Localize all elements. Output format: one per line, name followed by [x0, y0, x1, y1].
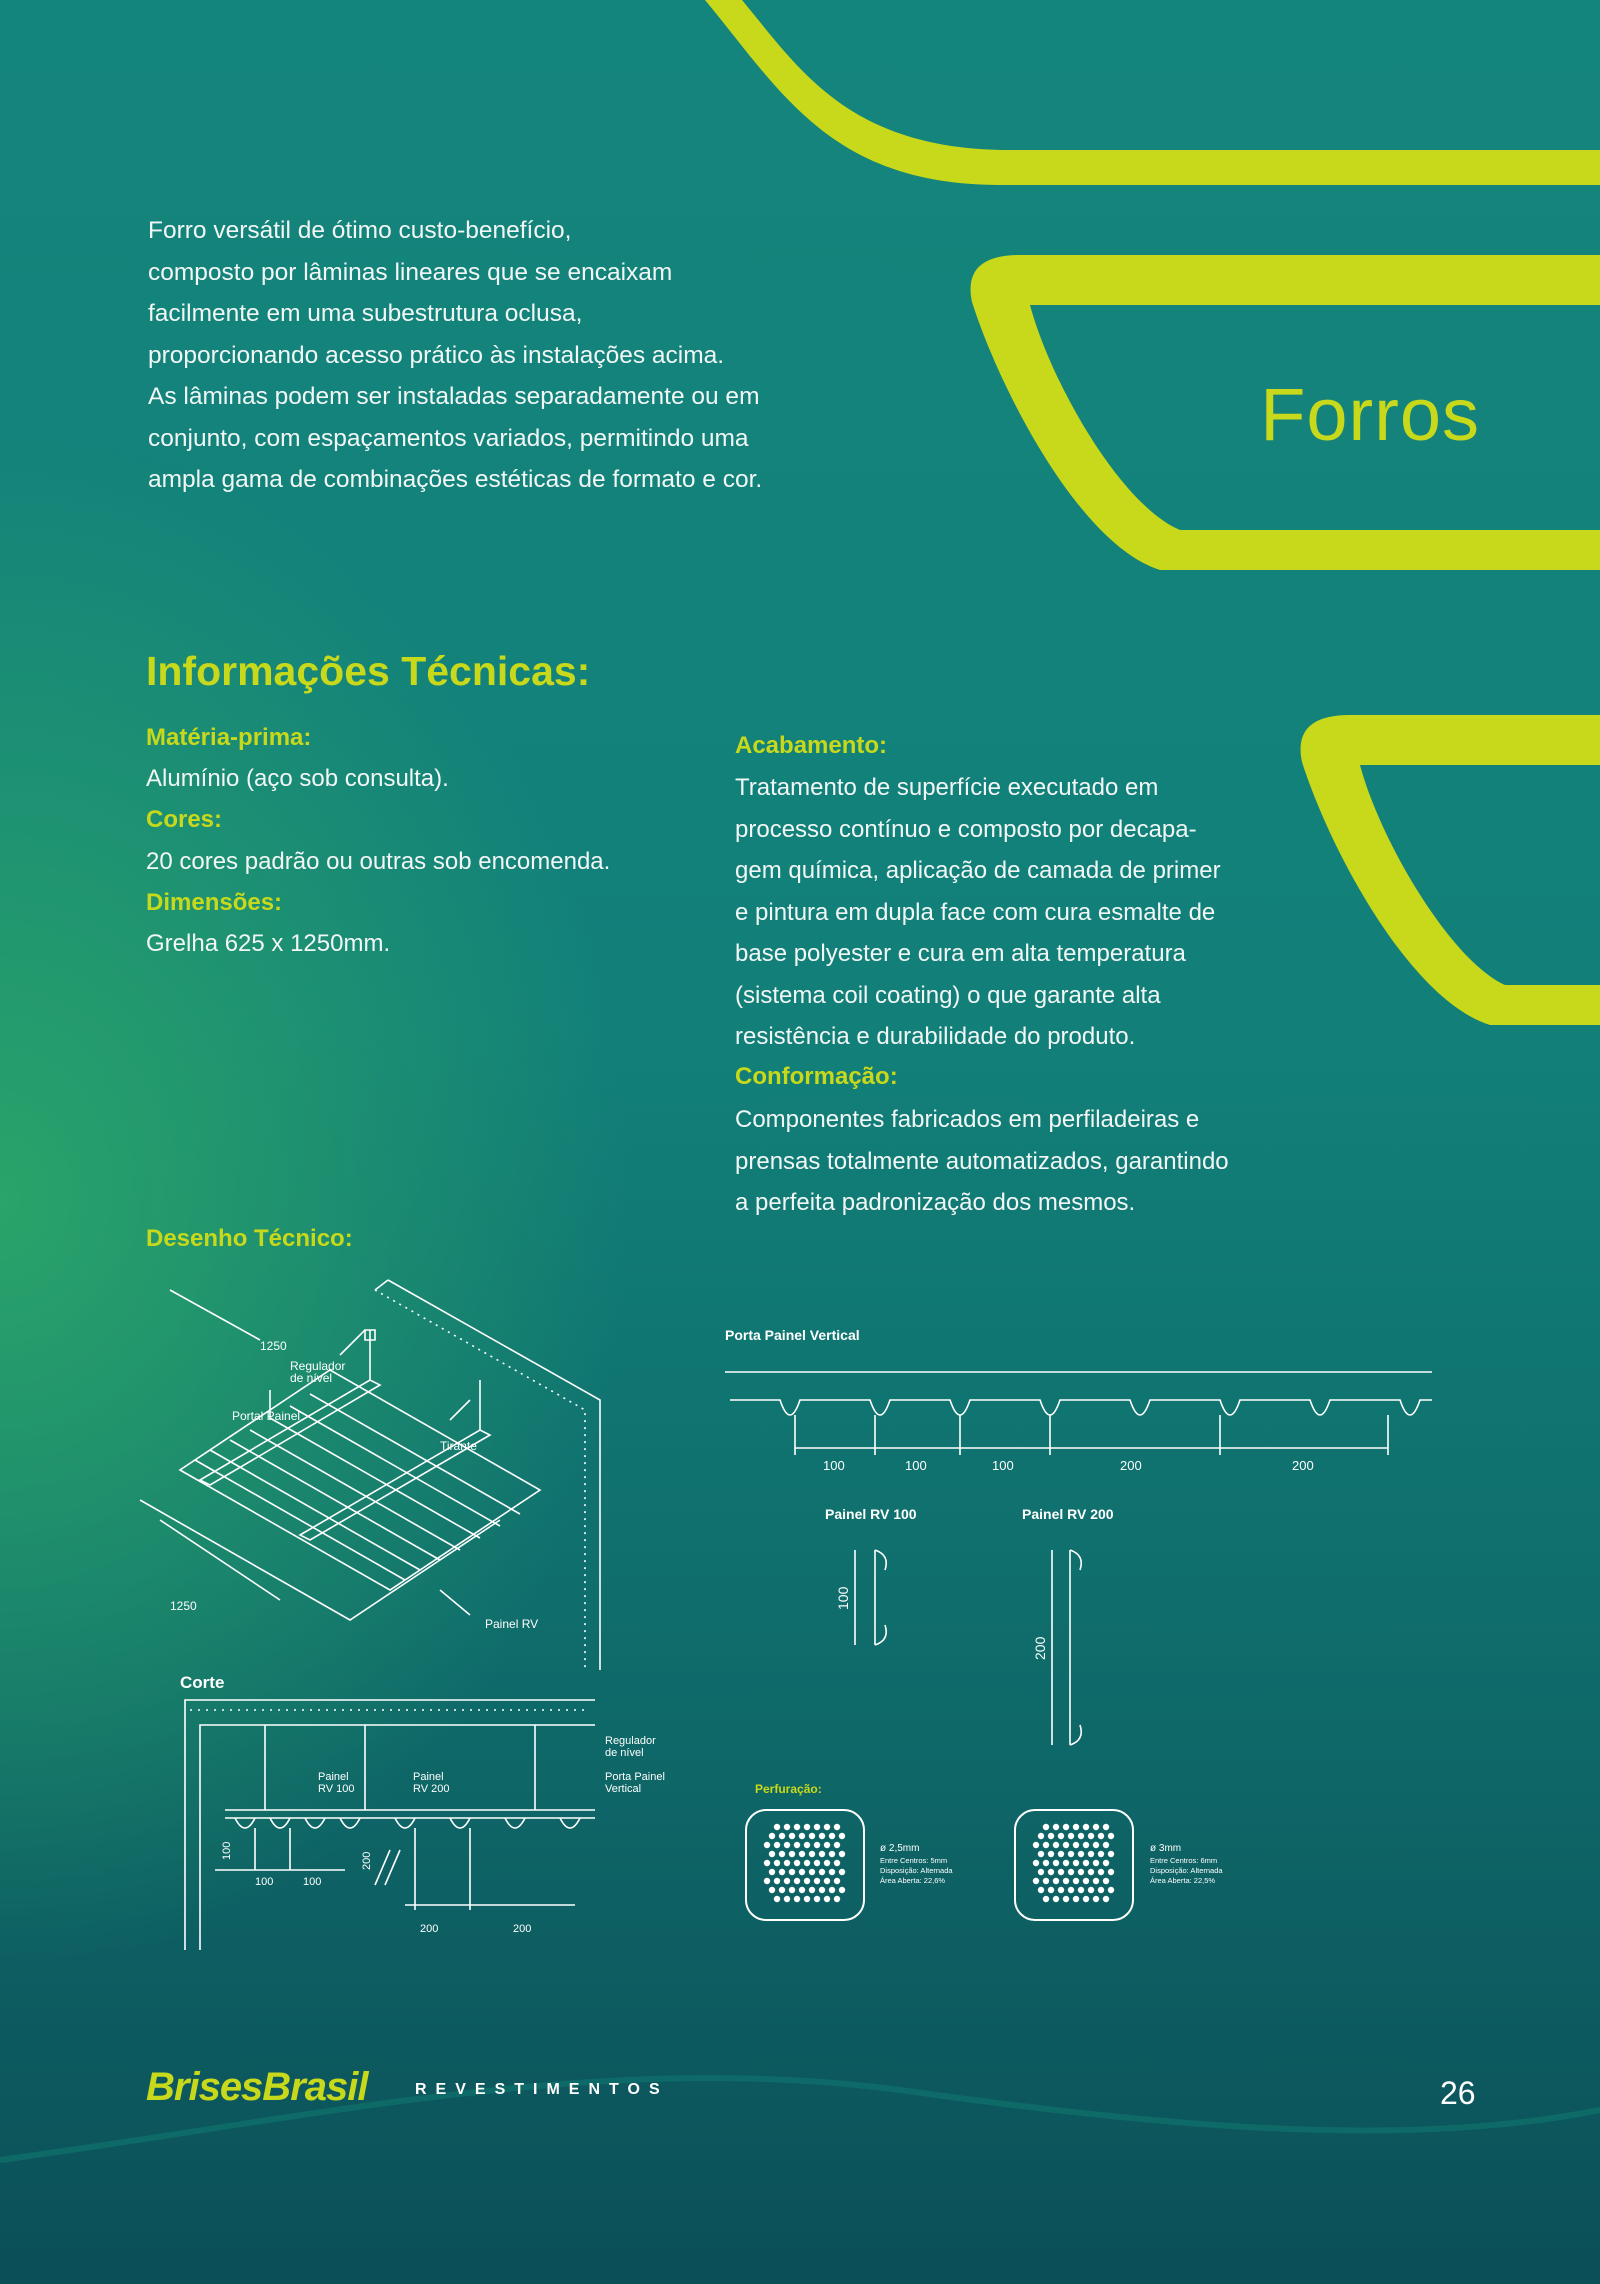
perf-hole: [1063, 1896, 1069, 1902]
perf-b-line2: Entre Centros: 6mm: [1150, 1856, 1218, 1865]
perf-hole: [824, 1824, 830, 1830]
iso-regulador-line1: Regulador: [290, 1359, 346, 1373]
materia-label: Matéria-prima:: [146, 724, 312, 751]
perf-hole: [1103, 1824, 1109, 1830]
perf-hole: [809, 1833, 815, 1839]
perf-hole: [839, 1869, 845, 1875]
perf-hole: [809, 1887, 815, 1893]
porta-dim-4: 200: [1120, 1458, 1142, 1473]
page-number: 26: [1440, 2075, 1476, 2111]
perf-hole: [834, 1824, 840, 1830]
acabamento-text: [735, 767, 1375, 1058]
perf-hole: [829, 1887, 835, 1893]
rv100-label: Painel RV 100: [825, 1506, 917, 1522]
perf-hole: [1043, 1860, 1049, 1866]
perf-hole: [1108, 1851, 1114, 1857]
perf-hole: [774, 1824, 780, 1830]
perf-hole: [819, 1851, 825, 1857]
perf-hole: [1068, 1869, 1074, 1875]
acabamento-line: Tratamento de superfície executado em: [735, 774, 1159, 801]
perf-hole: [1098, 1869, 1104, 1875]
perf-hole: [1103, 1842, 1109, 1848]
perf-hole: [1068, 1887, 1074, 1893]
perf-hole: [804, 1860, 810, 1866]
intro-line: As lâminas podem ser instaladas separadamente ou em: [148, 383, 760, 410]
perf-hole: [1083, 1842, 1089, 1848]
perf-hole: [804, 1896, 810, 1902]
perf-hole: [1108, 1869, 1114, 1875]
perf-hole: [1053, 1896, 1059, 1902]
perf-a-line1: ø 2,5mm: [880, 1843, 920, 1854]
perf-b-line4: Área Aberta: 22,5%: [1150, 1876, 1216, 1885]
perf-hole: [784, 1896, 790, 1902]
perf-hole: [794, 1824, 800, 1830]
intro-line: proporcionando acesso prático às instalações acima.: [148, 341, 725, 369]
iso-tirante: Tirante: [440, 1439, 477, 1453]
corte-drawing: [175, 1670, 695, 1945]
perf-hole: [1048, 1887, 1054, 1893]
corte-painel200-line2: RV 200: [413, 1783, 450, 1795]
perf-hole: [784, 1878, 790, 1884]
intro-paragraph: [148, 210, 848, 501]
perf-hole: [774, 1896, 780, 1902]
intro-line: facilmente em uma subestrutura oclusa,: [148, 300, 583, 327]
perf-dots-a: [764, 1824, 845, 1902]
perf-hole: [1093, 1842, 1099, 1848]
perf-hole: [804, 1842, 810, 1848]
corte-painel100-line1: Painel: [318, 1771, 349, 1783]
acabamento-line: gem química, aplicação de camada de primer: [735, 857, 1221, 884]
perf-hole: [1053, 1860, 1059, 1866]
perf-hole: [1073, 1860, 1079, 1866]
iso-dim-1250-bottom: 1250: [170, 1599, 197, 1613]
materia-value: Alumínio (aço sob consulta).: [146, 765, 449, 792]
perf-hole: [804, 1878, 810, 1884]
perf-hole: [1038, 1851, 1044, 1857]
corte-painel100-line2: RV 100: [318, 1783, 355, 1795]
perf-hole: [1063, 1860, 1069, 1866]
intro-line: conjunto, com espaçamentos variados, permitindo uma: [148, 424, 749, 452]
perf-hole: [1103, 1896, 1109, 1902]
perf-hole: [794, 1860, 800, 1866]
porta-dim-3: 100: [992, 1458, 1014, 1473]
conformacao-text: [735, 1099, 1375, 1224]
perf-hole: [799, 1869, 805, 1875]
perf-hole: [769, 1833, 775, 1839]
intro-line: Forro versátil de ótimo custo-benefício,: [148, 217, 572, 244]
perf-hole: [1058, 1851, 1064, 1857]
perf-hole: [1063, 1824, 1069, 1830]
perf-hole: [824, 1860, 830, 1866]
perf-hole: [814, 1878, 820, 1884]
perf-hole: [769, 1869, 775, 1875]
perf-hole: [774, 1842, 780, 1848]
perf-dots-b: [1033, 1824, 1114, 1902]
perf-hole: [769, 1887, 775, 1893]
acabamento-line: base polyester e cura em alta temperatura: [735, 940, 1186, 967]
perf-hole: [799, 1833, 805, 1839]
corte-w200b: 200: [513, 1923, 532, 1935]
perf-hole: [1053, 1842, 1059, 1848]
corte-painel200-line1: Painel: [413, 1771, 444, 1783]
perf-hole: [1033, 1842, 1039, 1848]
perf-hole: [824, 1896, 830, 1902]
perf-hole: [1093, 1824, 1099, 1830]
perf-hole: [829, 1833, 835, 1839]
perf-hole: [1038, 1887, 1044, 1893]
perf-hole: [1098, 1833, 1104, 1839]
perf-hole: [1078, 1887, 1084, 1893]
perf-hole: [1088, 1869, 1094, 1875]
porta-dim-5: 200: [1292, 1458, 1314, 1473]
perf-hole: [799, 1887, 805, 1893]
perf-hole: [1083, 1878, 1089, 1884]
brand-subtitle: REVESTIMENTOS: [415, 2081, 669, 2098]
dimensoes-value: Grelha 625 x 1250mm.: [146, 930, 391, 957]
intro-line: ampla gama de combinações estéticas de formato e cor.: [148, 466, 763, 493]
perf-hole: [1038, 1833, 1044, 1839]
perf-hole: [814, 1896, 820, 1902]
perf-hole: [1053, 1878, 1059, 1884]
perf-hole: [1063, 1878, 1069, 1884]
porta-dim-1: 100: [823, 1458, 845, 1473]
perf-hole: [1093, 1860, 1099, 1866]
intro-line: composto por lâminas lineares que se encaixam: [148, 258, 673, 286]
perf-hole: [839, 1887, 845, 1893]
perf-hole: [779, 1887, 785, 1893]
perf-hole: [764, 1860, 770, 1866]
perf-hole: [814, 1842, 820, 1848]
corte-regulador-line2: de nível: [605, 1747, 644, 1759]
perf-hole: [1048, 1851, 1054, 1857]
perf-hole: [819, 1869, 825, 1875]
cores-label: Cores:: [146, 806, 223, 833]
corte-regulador-line1: Regulador: [605, 1735, 656, 1747]
perf-hole: [1103, 1878, 1109, 1884]
perf-hole: [1068, 1851, 1074, 1857]
perf-hole: [1103, 1860, 1109, 1866]
cores-value: 20 cores padrão ou outras sob encomenda.: [146, 848, 611, 875]
acabamento-line: processo contínuo e composto por decapa-: [735, 815, 1197, 843]
perf-hole: [774, 1878, 780, 1884]
perf-hole: [1088, 1851, 1094, 1857]
perf-hole: [1058, 1833, 1064, 1839]
perf-hole: [824, 1842, 830, 1848]
perf-b-line3: Disposição: Alternada: [1150, 1866, 1223, 1875]
conformacao-label: Conformação:: [735, 1063, 898, 1090]
perf-hole: [809, 1851, 815, 1857]
corte-title: Corte: [180, 1673, 225, 1692]
rv200-height: 200: [1032, 1636, 1048, 1660]
rv100-height: 100: [835, 1586, 851, 1610]
drawing-heading: Desenho Técnico:: [146, 1225, 353, 1252]
perf-hole: [1098, 1851, 1104, 1857]
perf-hole: [1033, 1878, 1039, 1884]
iso-regulador-line2: de nível: [290, 1371, 333, 1385]
porta-dim-2: 100: [905, 1458, 927, 1473]
iso-dim-1250-top: 1250: [260, 1339, 287, 1353]
conformacao-line: Componentes fabricados em perfiladeiras e: [735, 1106, 1200, 1133]
corte-w100b: 100: [303, 1876, 322, 1888]
perf-hole: [1108, 1887, 1114, 1893]
acabamento-line: e pintura em dupla face com cura esmalte de: [735, 898, 1216, 926]
perf-hole: [1043, 1878, 1049, 1884]
perf-hole: [1053, 1824, 1059, 1830]
perf-hole: [1083, 1824, 1089, 1830]
perf-hole: [834, 1860, 840, 1866]
iso-ceiling-drawing: [140, 1270, 620, 1670]
perf-hole: [784, 1860, 790, 1866]
perf-hole: [1043, 1842, 1049, 1848]
corte-porta-line2: Vertical: [605, 1783, 642, 1795]
corte-w200a: 200: [420, 1923, 439, 1935]
perf-hole: [1038, 1869, 1044, 1875]
perf-hole: [1073, 1842, 1079, 1848]
rv200-label: Painel RV 200: [1022, 1506, 1114, 1522]
perf-hole: [789, 1869, 795, 1875]
perf-hole: [839, 1833, 845, 1839]
perf-hole: [824, 1878, 830, 1884]
perf-hole: [1098, 1887, 1104, 1893]
perf-hole: [1043, 1824, 1049, 1830]
perf-hole: [839, 1851, 845, 1857]
tech-info-heading: Informações Técnicas:: [146, 648, 591, 694]
corte-h200: 200: [361, 1851, 373, 1870]
painel-rv-drawing: [820, 1505, 1140, 1765]
perf-hole: [1108, 1833, 1114, 1839]
perf-hole: [1058, 1887, 1064, 1893]
perf-hole: [804, 1824, 810, 1830]
perf-hole: [1088, 1833, 1094, 1839]
perf-b-line1: ø 3mm: [1150, 1843, 1182, 1854]
perf-hole: [784, 1824, 790, 1830]
perf-hole: [1078, 1833, 1084, 1839]
corte-w100a: 100: [255, 1876, 274, 1888]
perf-hole: [1043, 1896, 1049, 1902]
perf-hole: [834, 1896, 840, 1902]
acabamento-line: (sistema coil coating) o que garante alta: [735, 981, 1161, 1009]
perf-hole: [794, 1842, 800, 1848]
perf-hole: [764, 1842, 770, 1848]
perf-hole: [834, 1878, 840, 1884]
corte-h100: 100: [221, 1841, 233, 1860]
perf-hole: [1083, 1860, 1089, 1866]
perf-a-line4: Área Aberta: 22,6%: [880, 1876, 946, 1885]
iso-portal-painel: Portal Painel: [232, 1409, 301, 1423]
perf-hole: [809, 1869, 815, 1875]
acabamento-line: resistência e durabilidade do produto.: [735, 1023, 1136, 1050]
perf-hole: [794, 1878, 800, 1884]
perf-hole: [819, 1887, 825, 1893]
perf-hole: [789, 1833, 795, 1839]
perf-hole: [1068, 1833, 1074, 1839]
perf-hole: [799, 1851, 805, 1857]
perforation-drawing: [745, 1775, 1265, 1925]
iso-painel-rv: Painel RV: [485, 1617, 539, 1631]
perf-hole: [1048, 1833, 1054, 1839]
perf-hole: [789, 1887, 795, 1893]
perf-hole: [794, 1896, 800, 1902]
perf-hole: [779, 1851, 785, 1857]
perf-hole: [779, 1869, 785, 1875]
page-title: Forros: [1260, 373, 1480, 456]
perf-hole: [814, 1824, 820, 1830]
conformacao-line: prensas totalmente automatizados, garantindo: [735, 1147, 1229, 1175]
perf-hole: [789, 1851, 795, 1857]
conformacao-line: a perfeita padronização dos mesmos.: [735, 1189, 1136, 1216]
perf-title: Perfuração:: [755, 1782, 822, 1796]
perf-hole: [1078, 1869, 1084, 1875]
perf-hole: [1063, 1842, 1069, 1848]
porta-title: Porta Painel Vertical: [725, 1327, 860, 1343]
perf-hole: [834, 1842, 840, 1848]
perf-hole: [829, 1869, 835, 1875]
brand-logo: BrisesBrasil: [146, 2065, 368, 2109]
lime-curve-top: [705, 0, 1600, 185]
perf-hole: [1073, 1878, 1079, 1884]
perf-hole: [1083, 1896, 1089, 1902]
perf-hole: [1073, 1896, 1079, 1902]
perf-hole: [774, 1860, 780, 1866]
perf-hole: [1048, 1869, 1054, 1875]
perf-hole: [829, 1851, 835, 1857]
perf-hole: [819, 1833, 825, 1839]
perf-hole: [784, 1842, 790, 1848]
perf-hole: [1058, 1869, 1064, 1875]
perf-hole: [764, 1878, 770, 1884]
perf-a-line2: Entre Centros: 5mm: [880, 1856, 948, 1865]
perf-hole: [1078, 1851, 1084, 1857]
perf-hole: [769, 1851, 775, 1857]
porta-painel-drawing: [720, 1320, 1440, 1473]
perf-hole: [1073, 1824, 1079, 1830]
dimensoes-label: Dimensões:: [146, 889, 283, 916]
perf-hole: [1033, 1860, 1039, 1866]
perf-hole: [1093, 1896, 1099, 1902]
perf-a-line3: Disposição: Alternada: [880, 1866, 953, 1875]
perf-hole: [779, 1833, 785, 1839]
perf-hole: [1093, 1878, 1099, 1884]
perf-hole: [1088, 1887, 1094, 1893]
acabamento-label: Acabamento:: [735, 732, 888, 759]
corte-porta-line1: Porta Painel: [605, 1771, 665, 1783]
perf-hole: [814, 1860, 820, 1866]
